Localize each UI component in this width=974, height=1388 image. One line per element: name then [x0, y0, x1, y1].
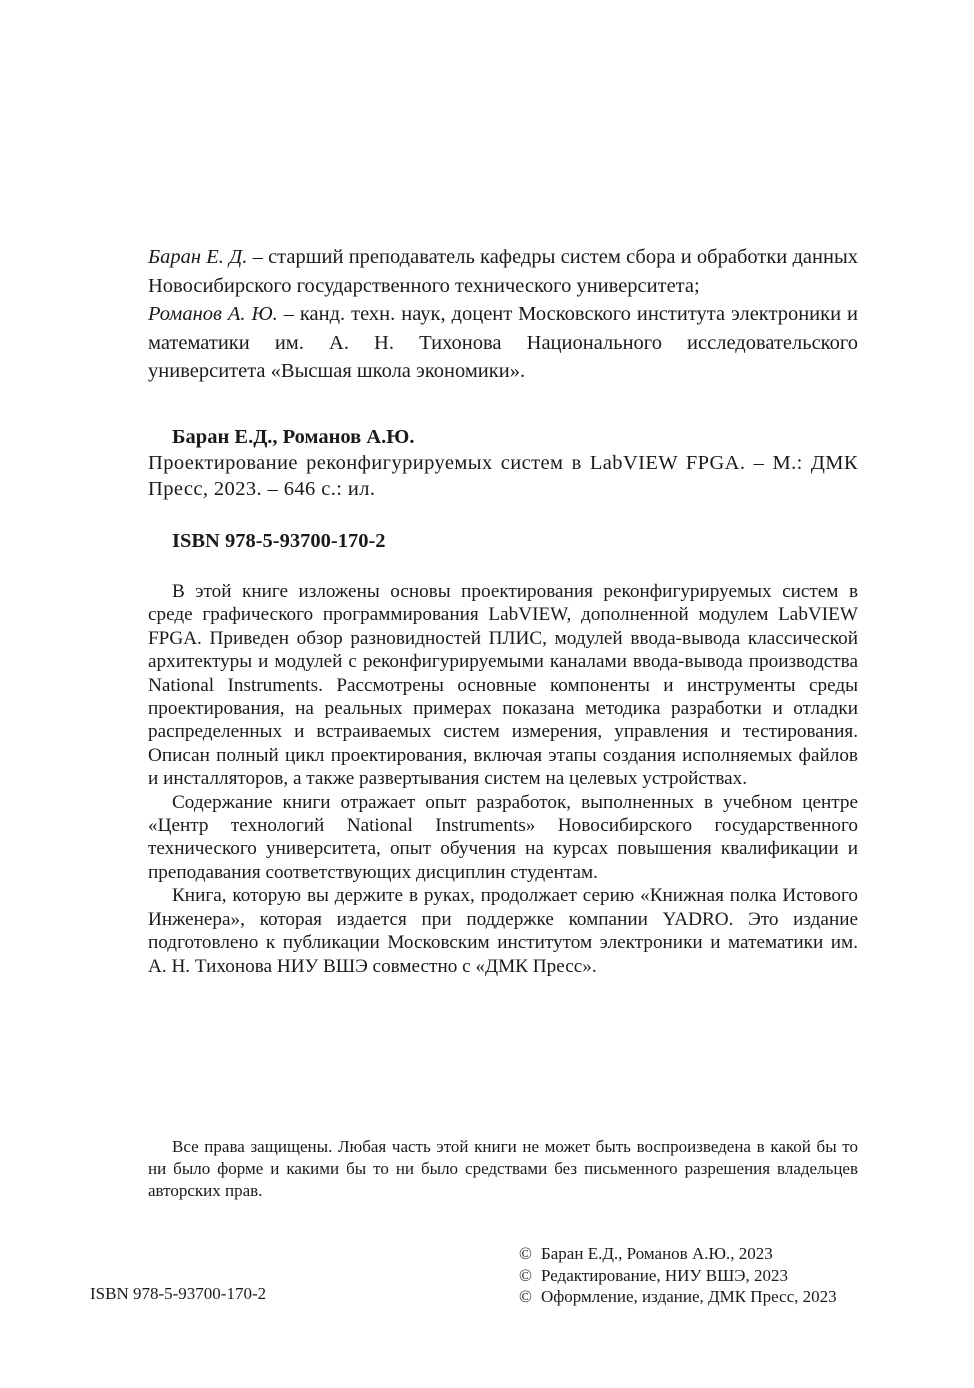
footer-isbn: ISBN 978-5-93700-170-2 [90, 1284, 267, 1303]
author-description: – канд. техн. наук, доцент Московского института электроники и математики им. А. Н. Тихонова Национального исследовательского университета «Высшая школа экономики». [148, 303, 858, 382]
copyright-symbol: © [519, 1244, 532, 1263]
copyright-text: Оформление, издание, ДМК Пресс, 2023 [541, 1287, 837, 1306]
annotation-paragraph: Содержание книги отражает опыт разработок, выполненных в учебном центре «Центр технологий National Instruments» Новосибирского государственного технического университета, опыт обучения на курсах повышения квалификации и преподавания соответствующих дисциплин студентам. [148, 791, 858, 883]
author-description: – старший преподаватель кафедры систем сбора и обработки данных Новосибирского государственного технического университета; [148, 246, 858, 297]
author-entry [148, 300, 858, 386]
copyright-line [519, 1286, 837, 1308]
copyright-symbol: © [519, 1265, 532, 1285]
authors-info [148, 243, 858, 386]
copyright-symbol: © [519, 1287, 532, 1306]
citation-description: Проектирование реконфигурируемых систем в LabVIEW FPGA. – М.: ДМК Пресс, 2023. – 646 с.: ил. [148, 452, 858, 500]
bibliographic-citation [148, 424, 858, 502]
annotation [148, 580, 858, 978]
author-name: Баран Е. Д. [148, 246, 248, 268]
rights-text: Все права защищены. Любая часть этой книги не может быть воспроизведена в какой бы то ни было форме и какими бы то ни было средствами без письменного разрешения владельцев авторских прав. [148, 1137, 858, 1200]
copyright-line [519, 1243, 837, 1265]
isbn-heading: ISBN 978-5-93700-170-2 [172, 530, 386, 552]
annotation-paragraph: Книга, которую вы держите в руках, продолжает серию «Книжная полка Истового Инженера», которая издается при поддержке компании YADRO. Это издание подготовлено к публикации Московским институтом электроники и математики им. А. Н. Тихонова НИУ ВШЭ совместно с «ДМК Пресс». [148, 885, 858, 977]
citation-authors: Баран Е.Д., Романов А.Ю. [172, 426, 415, 448]
author-name: Романов А. Ю. [148, 303, 278, 325]
author-entry [148, 243, 858, 300]
copyright-text: Редактирование, НИУ ВШЭ, 2023 [541, 1265, 788, 1285]
rights-notice [148, 1136, 858, 1202]
copyright-line [519, 1265, 837, 1287]
annotation-paragraph: В этой книге изложены основы проектирования реконфигурируемых систем в среде графического программирования LabVIEW, дополненной модулем LabVIEW FPGA. Приведен обзор разновидностей ПЛИС, модулей ввода-вывода классической архитектуры и модулей с реконфигурируемыми каналами ввода-вывода производства National Instruments. Рассмотрены основные компоненты и инструменты среды проектирования, на реальных примерах показана методика разработки и отладки распределенных и встраиваемых систем измерения, управления и тестирования. Описан полный цикл проектирования, включая этапы создания исполняемых файлов и инсталляторов, а также развертывания систем на целевых устройствах. [148, 581, 858, 790]
copyright-list [519, 1243, 837, 1308]
copyright-text: Баран Е.Д., Романов А.Ю., 2023 [541, 1244, 773, 1263]
